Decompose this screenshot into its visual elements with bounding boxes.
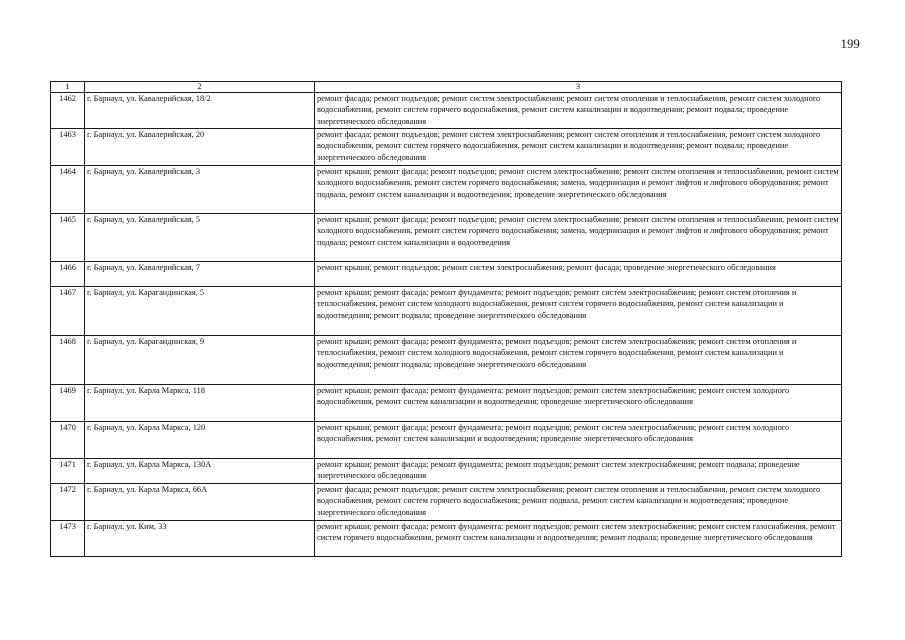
table-row bbox=[51, 287, 842, 336]
row-address: г. Барнаул, ул. Карла Маркса, 120 bbox=[85, 422, 315, 459]
page-number: 199 bbox=[840, 37, 860, 51]
row-number: 1463 bbox=[51, 129, 85, 166]
row-works: ремонт крыши; ремонт фасада; ремонт фундамента; ремонт подъездов; ремонт систем электроснабжения; ремонт систем холодного водоснабжения, ремонт систем канализации и водоотведения; проведение энергетического обследования bbox=[315, 422, 842, 459]
row-works: ремонт фасада; ремонт подъездов; ремонт систем электроснабжения; ремонт систем отопления и теплоснабжения, ремонт систем холодного водоснабжения, ремонт систем горячего водоснабжения; ремонт подвала, ремонт систем канализации и водоотведения; проведение энергетического обследования bbox=[315, 484, 842, 521]
table-row bbox=[51, 262, 842, 287]
row-address: г. Барнаул, ул. Кавалерийская, 18/2 bbox=[85, 93, 315, 129]
row-number: 1471 bbox=[51, 459, 85, 484]
row-number: 1464 bbox=[51, 166, 85, 214]
table-row bbox=[51, 521, 842, 557]
row-number: 1468 bbox=[51, 336, 85, 385]
row-address: г. Барнаул, ул. Карагандинская, 5 bbox=[85, 287, 315, 336]
row-number: 1466 bbox=[51, 262, 85, 287]
table-row bbox=[51, 166, 842, 214]
row-address: г. Барнаул, ул. Карагандинская, 9 bbox=[85, 336, 315, 385]
row-works: ремонт крыши; ремонт фасада; ремонт фундамента; ремонт подъездов; ремонт систем электроснабжения; ремонт подвала; проведение энергетического обследования bbox=[315, 459, 842, 484]
row-number: 1473 bbox=[51, 521, 85, 557]
column-header-1: 1 bbox=[51, 82, 85, 93]
row-address: г. Барнаул, ул. Кавалерийская, 20 bbox=[85, 129, 315, 166]
row-number: 1469 bbox=[51, 385, 85, 422]
table-row bbox=[51, 385, 842, 422]
table-row bbox=[51, 214, 842, 262]
row-works: ремонт крыши; ремонт подъездов; ремонт систем электроснабжения; ремонт фасада; проведение энергетического обследования bbox=[315, 262, 842, 287]
row-works: ремонт крыши; ремонт фасада; ремонт фундамента; ремонт подъездов; ремонт систем электроснабжения; ремонт систем отопления и теплоснабжения, ремонт систем холодного водоснабжения, ремонт систем горячего водоснабжения, ремонт систем канализации и водоотведения; ремонт подвала; проведение энергетического обследования bbox=[315, 336, 842, 385]
row-address: г. Барнаул, ул. Карла Маркса, 118 bbox=[85, 385, 315, 422]
row-address: г. Барнаул, ул. Кавалерийская, 5 bbox=[85, 214, 315, 262]
row-address: г. Барнаул, ул. Ким, 33 bbox=[85, 521, 315, 557]
row-address: г. Барнаул, ул. Кавалерийская, 3 bbox=[85, 166, 315, 214]
row-works: ремонт фасада; ремонт подъездов; ремонт систем электроснабжения; ремонт систем отопления и теплоснабжения, ремонт систем холодного водоснабжения, ремонт систем горячего водоснабжения, ремонт систем канализации и водоотведения; ремонт подвала; проведение энергетического обследования bbox=[315, 93, 842, 129]
row-number: 1472 bbox=[51, 484, 85, 521]
row-number: 1467 bbox=[51, 287, 85, 336]
table-row bbox=[51, 484, 842, 521]
row-address: г. Барнаул, ул. Карла Маркса, 130А bbox=[85, 459, 315, 484]
table-row bbox=[51, 459, 842, 484]
repair-registry-table bbox=[50, 81, 842, 557]
row-number: 1470 bbox=[51, 422, 85, 459]
row-works: ремонт крыши; ремонт фасада; ремонт фундамента; ремонт подъездов; ремонт систем электроснабжения; ремонт систем отопления и теплоснабжения, ремонт систем холодного водоснабжения, ремонт систем горячего водоснабжения, ремонт систем канализации и водоотведения; ремонт подвала; проведение энергетического обследования bbox=[315, 287, 842, 336]
row-works: ремонт фасада; ремонт подъездов; ремонт систем электроснабжения; ремонт систем отопления и теплоснабжения, ремонт систем холодного водоснабжения, ремонт систем горячего водоснабжения, ремонт систем канализации и водоотведения; ремонт подвала; проведение энергетического обследования bbox=[315, 129, 842, 166]
row-works: ремонт крыши; ремонт фасада; ремонт фундамента; ремонт подъездов; ремонт систем электроснабжения; ремонт систем холодного водоснабжения, ремонт систем канализации и водоотведения; проведение энергетического обследования bbox=[315, 385, 842, 422]
row-number: 1462 bbox=[51, 93, 85, 129]
column-header-3: 3 bbox=[315, 82, 842, 93]
table-row bbox=[51, 129, 842, 166]
column-header-2: 2 bbox=[85, 82, 315, 93]
row-address: г. Барнаул, ул. Кавалерийская, 7 bbox=[85, 262, 315, 287]
row-number: 1465 bbox=[51, 214, 85, 262]
row-works: ремонт крыши; ремонт фасада; ремонт подъездов; ремонт систем электроснабжения; ремонт систем отопления и теплоснабжения, ремонт систем холодного водоснабжения, ремонт систем горячего водоснабжения; замена, модернизация и ремонт лифтов и лифтового оборудования; ремонт подвала, ремонт систем канализации и водоотведения; проведение энергетического обследования bbox=[315, 166, 842, 214]
table-row bbox=[51, 336, 842, 385]
table-row bbox=[51, 93, 842, 129]
row-works: ремонт крыши; ремонт фасада; ремонт фундамента; ремонт подъездов; ремонт систем электроснабжения; ремонт систем газоснабжения, ремонт систем горячего водоснабжения, ремонт систем канализации и водоотведения; ремонт подвала; проведение энергетического обследования bbox=[315, 521, 842, 557]
table-row bbox=[51, 422, 842, 459]
row-works: ремонт крыши; ремонт фасада; ремонт подъездов; ремонт систем электроснабжения; ремонт систем отопления и теплоснабжения, ремонт систем холодного водоснабжения, ремонт систем горячего водоснабжения; замена, модернизация и ремонт лифтов и лифтового оборудования; ремонт подвала; ремонт систем канализации и водоотведения bbox=[315, 214, 842, 262]
row-address: г. Барнаул, ул. Карла Маркса, 66А bbox=[85, 484, 315, 521]
column-number-row bbox=[51, 82, 842, 93]
